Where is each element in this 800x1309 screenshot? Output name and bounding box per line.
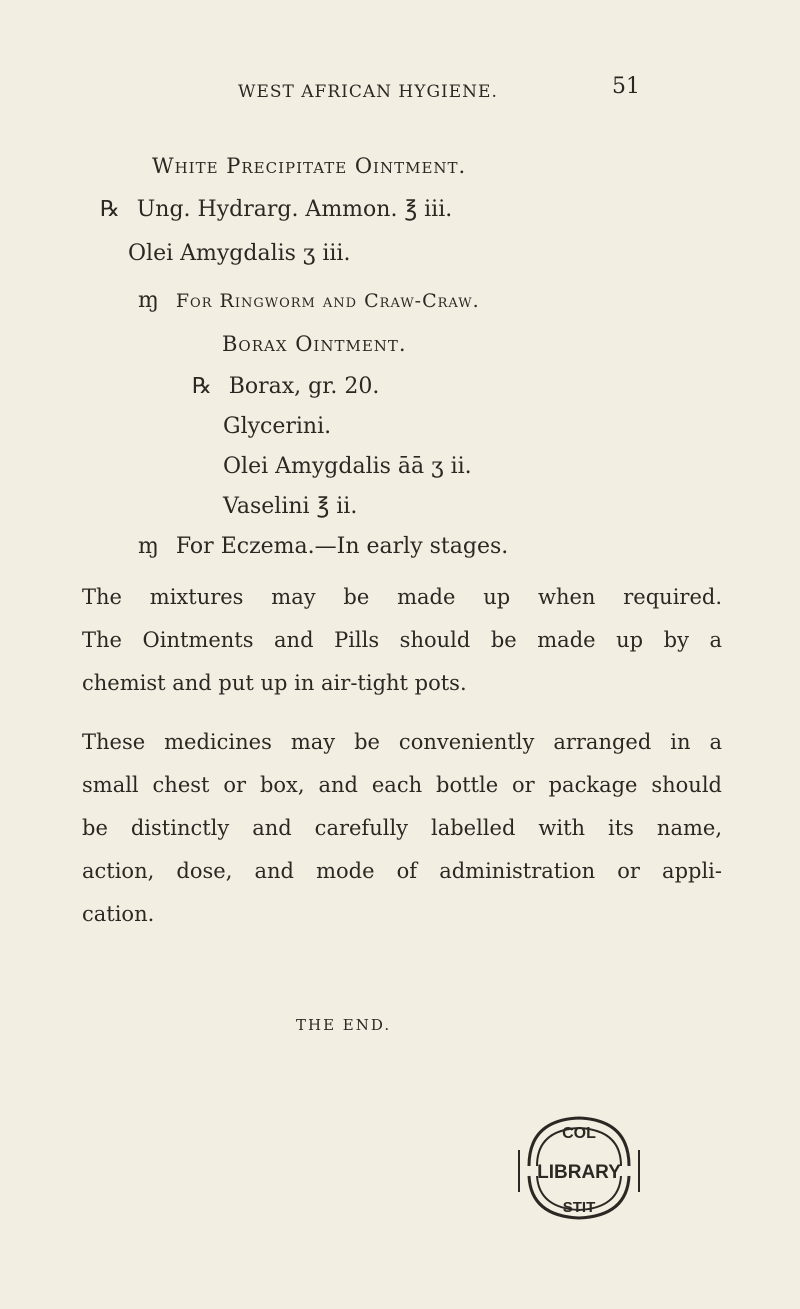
section2-line-1-text: Borax, gr. 20.: [228, 374, 380, 399]
rx-symbol: ℞: [192, 374, 212, 399]
paragraph-line: These medicines may be conveniently arranged in a: [82, 730, 722, 754]
section2-line-1: [192, 374, 379, 399]
stamp-top-text: COL: [562, 1125, 596, 1142]
paragraph-line: small chest or box, and each bottle or package should: [82, 773, 722, 797]
library-stamp: [505, 1112, 653, 1224]
section3-for-line: [138, 534, 508, 559]
rx-symbol: ℞: [100, 197, 120, 222]
stamp-center-text: LIBRARY: [537, 1162, 621, 1183]
section2-line-2: Glycerini.: [223, 414, 332, 439]
paragraph-line: action, dose, and mode of administration or appli-: [82, 859, 722, 883]
section1-line-1: [100, 197, 452, 222]
paragraph-line: The Ointments and Pills should be made up by a: [82, 628, 722, 652]
section2-for-text: For Ringworm and Craw-Craw.: [175, 290, 480, 312]
paragraph-line: chemist and put up in air-tight pots.: [82, 671, 467, 695]
section1-heading: White Precipitate Ointment.: [152, 154, 467, 178]
section2-for-line: [138, 288, 480, 313]
page-number: 51: [612, 74, 640, 99]
stamp-icon: [505, 1112, 653, 1224]
minim-symbol: ɱ: [138, 288, 159, 313]
the-end-label: THE END.: [296, 1016, 392, 1034]
running-head: WEST AFRICAN HYGIENE.: [238, 82, 498, 102]
paragraph-2: [82, 721, 722, 936]
paragraph-line: The mixtures may be made up when required.: [82, 585, 722, 609]
section1-line-2: Olei Amygdalis ʒ iii.: [128, 241, 351, 266]
paragraph-1: [82, 576, 722, 705]
section2-line-3: Olei Amygdalis āā ʒ ii.: [223, 454, 472, 479]
section2-line-4: Vaselini ℥ ii.: [223, 494, 358, 519]
paragraph-line: cation.: [82, 902, 155, 926]
section1-line-1-text: Ung. Hydrarg. Ammon. ℥ iii.: [136, 197, 453, 222]
section2-heading: Borax Ointment.: [222, 332, 407, 356]
stamp-bottom-text: STIT: [562, 1199, 596, 1216]
minim-symbol: ɱ: [138, 534, 159, 559]
section3-for-text: For Eczema.—In early stages.: [175, 534, 509, 559]
paragraph-line: be distinctly and carefully labelled with its name,: [82, 816, 722, 840]
